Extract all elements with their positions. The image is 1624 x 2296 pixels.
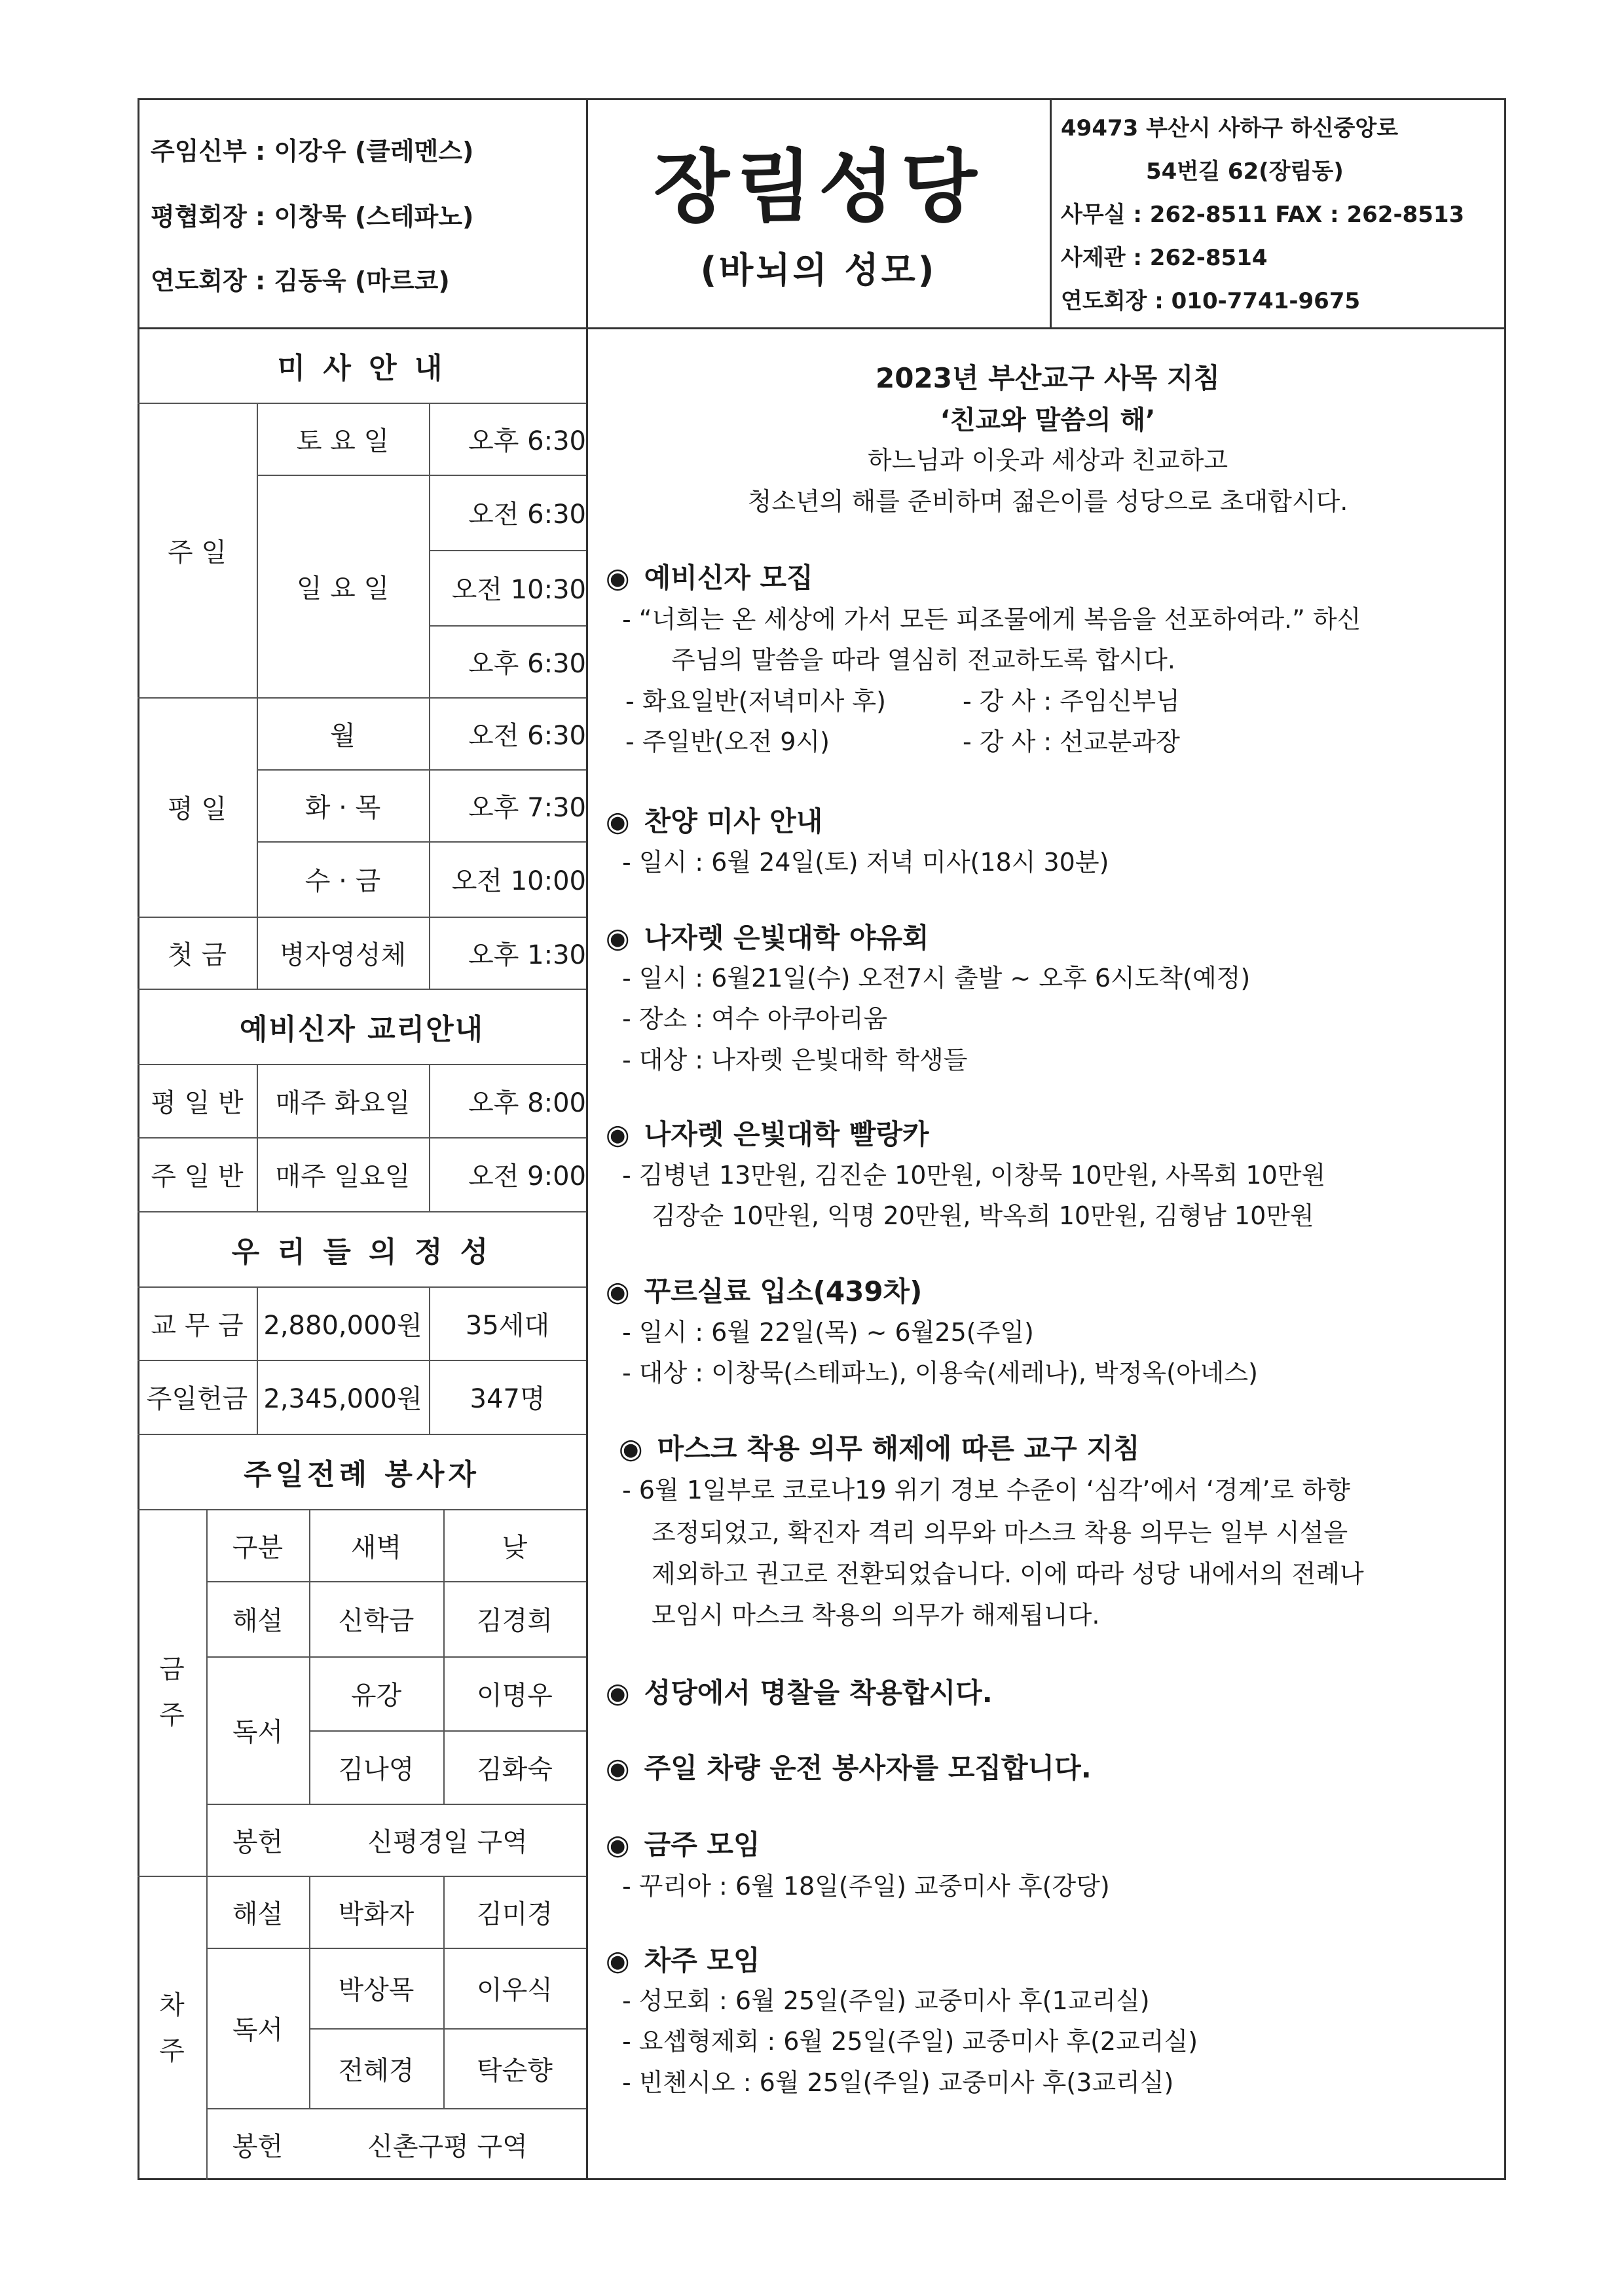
notice-bullet-icon: ◉ — [606, 1118, 630, 1150]
notice-title: 나자렛 은빛대학 빨랑카 — [644, 1118, 929, 1150]
notice-bullet-icon: ◉ — [606, 1275, 630, 1307]
server-name: 김화숙 — [477, 1754, 553, 1785]
notice-line: - 요셉형제회 : 6월 25일(주일) 교중미사 후(2교리실) — [622, 2027, 1198, 2056]
servers-next-week: 차 주 — [159, 1990, 185, 2066]
notice-line: - 빈첸시오 : 6월 25일(주일) 교중미사 후(3교리실) — [622, 2068, 1174, 2097]
servers-reading-label: 독서 — [232, 1717, 284, 1747]
notice-bullet-icon: ◉ — [606, 922, 630, 954]
notice-line: - 화요일반(저녁미사 후) — [625, 687, 886, 716]
catechumen-sunday-day: 매주 일요일 — [275, 1161, 411, 1192]
notice-line: - “너희는 온 세상에 가서 모든 피조물에게 복음을 선포하여라.” 하신 — [622, 605, 1361, 634]
pastoral-line-1: 하느님과 이웃과 세상과 친교하고 — [867, 446, 1228, 475]
notice-bullet-icon: ◉ — [606, 562, 630, 594]
notice-bullet-icon: ◉ — [619, 1432, 643, 1465]
notice-bullet-icon: ◉ — [606, 1752, 630, 1784]
mass-sunday-group: 주 일 — [168, 537, 227, 568]
offering-label: 교 무 금 — [151, 1310, 244, 1341]
notice-title: 찬양 미사 안내 — [644, 805, 823, 837]
mass-first-friday-desc: 병자영성체 — [279, 939, 407, 970]
mass-saturday-time: 오후 6:30 — [468, 426, 586, 456]
catechumen-title: 예비신자 교리안내 — [239, 1012, 485, 1046]
mass-sunday-time-1: 오전 6:30 — [468, 500, 586, 530]
notice-line: - 일시 : 6월21일(수) 오전7시 출발 ~ 오후 6시도착(예정) — [622, 964, 1251, 993]
council-president: 평협회장 : 이창묵 (스테파노) — [151, 202, 474, 231]
notice-line: - 김병년 13만원, 김진순 10만원, 이창묵 10만원, 사목회 10만원 — [622, 1161, 1326, 1190]
notice-this-week-meeting — [606, 1823, 760, 1863]
office-phone: 사무실 : 262-8511 FAX : 262-8513 — [1061, 202, 1465, 228]
mass-first-friday: 첫 금 — [168, 939, 227, 970]
mass-first-friday-time: 오후 1:30 — [468, 939, 586, 970]
mass-saturday: 토 요 일 — [296, 426, 390, 456]
server-name: 김경희 — [477, 1606, 553, 1636]
notice-line: - 강 사 : 주임신부님 — [963, 687, 1180, 716]
catechumen-weekday-label: 평 일 반 — [151, 1087, 244, 1118]
notice-title: 금주 모임 — [644, 1829, 760, 1861]
notice-title: 나자렛 은빛대학 야유회 — [644, 922, 929, 954]
mass-wed-fri-time: 오전 10:00 — [451, 866, 586, 896]
catechumen-sunday-time: 오전 9:00 — [468, 1161, 586, 1192]
servers-title: 주일전례 봉사자 — [244, 1457, 480, 1491]
servers-commentary-label: 해설 — [232, 1899, 284, 1929]
notice-mask — [619, 1427, 1140, 1467]
servers-col-day: 낮 — [502, 1532, 528, 1563]
servers-col-dawn: 새벽 — [350, 1532, 402, 1563]
notice-title: 주일 차량 운전 봉사자를 모집합니다. — [644, 1752, 1092, 1784]
notice-nametag — [606, 1671, 993, 1711]
servers-offering-label: 봉헌 — [232, 1827, 284, 1857]
notice-praise-mass — [606, 800, 822, 839]
notice-bullet-icon: ◉ — [606, 1944, 630, 1977]
pastoral-line-2: 청소년의 해를 준비하며 젊은이를 성당으로 초대합시다. — [747, 487, 1348, 516]
church-title: 장림성당 — [654, 142, 984, 233]
address-line-1: 49473 부산시 사하구 하신중앙로 — [1061, 115, 1399, 141]
church-subtitle: (바뇌의 성모) — [700, 249, 937, 291]
notice-title: 마스크 착용 의무 해제에 따른 교구 지침 — [657, 1432, 1140, 1465]
server-name: 전혜경 — [338, 2055, 415, 2086]
notice-drivers — [606, 1747, 1092, 1786]
pastoral-title: 2023년 부산교구 사목 지침 — [876, 362, 1220, 394]
pastor-name: 주임신부 : 이강우 (클레멘스) — [151, 137, 474, 166]
mass-tue-thu: 화 · 목 — [304, 792, 381, 823]
mass-wed-fri: 수 · 금 — [304, 866, 381, 896]
server-name: 박상목 — [338, 1975, 415, 2005]
notice-line: - 꾸리아 : 6월 18일(주일) 교중미사 후(강당) — [622, 1872, 1110, 1901]
server-name: 이명우 — [477, 1681, 553, 1711]
server-name: 박화자 — [338, 1899, 415, 1929]
mass-weekday-group: 평 일 — [168, 794, 227, 824]
mass-sunday-time-3: 오후 6:30 — [468, 648, 586, 679]
catechumen-sunday-label: 주 일 반 — [151, 1161, 244, 1192]
header-col-divider-2 — [1050, 98, 1052, 327]
server-name: 김미경 — [477, 1899, 553, 1929]
server-name: 이우식 — [477, 1975, 553, 2005]
mass-monday: 월 — [330, 720, 356, 751]
mass-sunday-time-2: 오전 10:30 — [451, 575, 586, 605]
notice-bullet-icon: ◉ — [606, 1829, 630, 1861]
server-name: 김나영 — [338, 1754, 415, 1785]
yeondo-phone: 연도회장 : 010-7741-9675 — [1061, 288, 1361, 314]
notice-line: - 주일반(오전 9시) — [625, 727, 830, 756]
notice-next-week-meeting — [606, 1939, 760, 1978]
notice-bullet-icon: ◉ — [606, 1677, 630, 1709]
offering-amount: 2,880,000원 — [263, 1310, 422, 1341]
notice-line: - 강 사 : 선교분과장 — [963, 727, 1180, 756]
notice-line: - 일시 : 6월 24일(토) 저녁 미사(18시 30분) — [622, 848, 1109, 877]
offering-count: 35세대 — [465, 1310, 550, 1341]
server-name: 신학금 — [338, 1606, 415, 1636]
servers-reading-label: 독서 — [232, 2015, 284, 2045]
servers-next-offering: 신촌구평 구역 — [367, 2131, 528, 2162]
notice-bullet-icon: ◉ — [606, 805, 630, 837]
header-col-divider-1 — [586, 98, 588, 327]
notice-line: - 장소 : 여수 아쿠아리움 — [622, 1004, 888, 1033]
catechumen-weekday-time: 오후 8:00 — [468, 1087, 586, 1118]
server-name: 유강 — [350, 1681, 402, 1711]
offerings-title: 우 리 들 의 정 성 — [231, 1235, 492, 1269]
notice-line: - 성모회 : 6월 25일(주일) 교중미사 후(1교리실) — [622, 1986, 1150, 2015]
servers-commentary-label: 해설 — [232, 1606, 284, 1636]
servers-this-offering: 신평경일 구역 — [367, 1827, 528, 1857]
notice-line: - 대상 : 나자렛 은빛대학 학생들 — [622, 1046, 968, 1074]
mass-guide-title: 미 사 안 내 — [277, 351, 447, 385]
notice-title: 성당에서 명찰을 착용합시다. — [644, 1677, 993, 1709]
notice-line: - 6월 1일부로 코로나19 위기 경보 수준이 ‘심각’에서 ‘경계’로 하향 — [622, 1476, 1350, 1504]
notice-line: 김장순 10만원, 익명 20만원, 박옥희 10만원, 김형남 10만원 — [652, 1201, 1314, 1230]
notice-line: 제외하고 권고로 전환되었습니다. 이에 따라 성당 내에서의 전례나 — [652, 1559, 1364, 1588]
notice-cursillo — [606, 1270, 922, 1309]
mass-sunday: 일 요 일 — [296, 573, 390, 604]
server-name: 탁순향 — [477, 2055, 553, 2086]
rectory-phone: 사제관 : 262-8514 — [1061, 245, 1268, 271]
notice-title: 차주 모임 — [644, 1944, 760, 1977]
notice-line: - 일시 : 6월 22일(목) ~ 6월25(주일) — [622, 1318, 1034, 1347]
catechumen-weekday-day: 매주 화요일 — [275, 1087, 411, 1118]
offering-label: 주일헌금 — [146, 1384, 248, 1414]
servers-offering-label: 봉헌 — [232, 2131, 284, 2162]
notice-line: 주님의 말씀을 따라 열심히 전교하도록 합시다. — [671, 646, 1175, 674]
yeondo-president: 연도회장 : 김동욱 (마르코) — [151, 266, 450, 295]
notice-line: 조정되었고, 확진자 격리 의무와 마스크 착용 의무는 일부 시설을 — [652, 1518, 1348, 1547]
notice-title: 꾸르실료 입소(439차) — [644, 1275, 923, 1307]
notice-line: 모임시 마스크 착용의 의무가 해제됩니다. — [652, 1601, 1100, 1630]
offering-amount: 2,345,000원 — [263, 1384, 422, 1414]
servers-this-week: 금 주 — [159, 1654, 185, 1730]
notice-palanca — [606, 1113, 929, 1152]
servers-col-gubun: 구분 — [232, 1532, 284, 1563]
pastoral-theme: ‘친교와 말씀의 해’ — [940, 405, 1156, 435]
offering-count: 347명 — [470, 1384, 545, 1414]
address-line-2: 54번길 62(장림동) — [1146, 158, 1344, 185]
mass-monday-time: 오전 6:30 — [468, 720, 586, 751]
notice-picnic — [606, 917, 929, 956]
mass-tue-thu-time: 오후 7:30 — [468, 792, 586, 823]
notice-line: - 대상 : 이창묵(스테파노), 이용숙(세레나), 박정옥(아네스) — [622, 1358, 1258, 1387]
notice-catechumen — [606, 556, 813, 596]
notice-title: 예비신자 모집 — [644, 562, 813, 594]
